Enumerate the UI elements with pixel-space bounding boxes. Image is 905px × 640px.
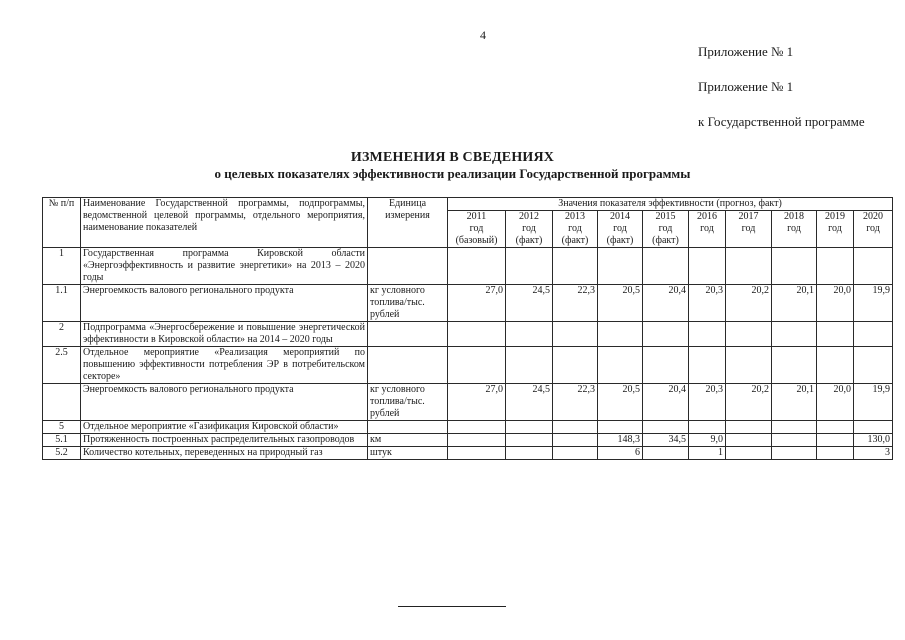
row-value-2015 [643,447,689,460]
row-name: Отдельное мероприятие «Реализация мероприятий по повышению эффективности потребления ЭР в потребительском секторе» [81,347,368,384]
row-value-2017 [726,347,772,384]
row-value-2013: 22,3 [553,384,598,421]
row-value-2016 [689,248,726,285]
table-row [43,248,893,285]
row-value-2012 [506,434,553,447]
header-year-year: 2017 [738,211,759,222]
header-year-2018 [772,211,817,248]
header-year-2016 [689,211,726,248]
row-name: Энергоемкость валового регионального продукта [81,384,368,421]
table-body [43,248,893,460]
row-unit [368,347,448,384]
table-row [43,447,893,460]
row-value-2012 [506,322,553,347]
row-value-2019 [817,322,854,347]
table-row [43,421,893,434]
header-year-year: 2016 [697,211,717,222]
row-value-2011 [448,322,506,347]
row-value-2013 [553,347,598,384]
header-year-year: 2019 [825,211,845,222]
appendix-label: Приложение № 1 [698,44,794,59]
row-value-2020: 19,9 [854,384,893,421]
row-value-2015: 20,4 [643,285,689,322]
header-year-2015 [643,211,689,248]
header-year-label: год [613,223,627,234]
page-number: 4 [480,28,486,42]
row-num: 5.2 [43,447,81,460]
header-year-note: (факт) [652,235,679,246]
row-value-2018 [772,322,817,347]
row-value-2019 [817,347,854,384]
row-value-2016: 20,3 [689,285,726,322]
header-year-note: (факт) [515,235,543,246]
row-value-2014 [598,248,643,285]
row-value-2014: 148,3 [598,434,643,447]
row-value-2017 [726,434,772,447]
row-value-2014 [598,347,643,384]
header-year-label: год [700,223,714,234]
header-year-year: 2020 [863,211,884,222]
row-num [43,384,81,421]
row-name: Энергоемкость валового регионального продукта [81,285,368,322]
row-name: Количество котельных, переведенных на природный газ [81,447,368,460]
header-year-2014 [598,211,643,248]
row-value-2018 [772,248,817,285]
header-year-2011 [448,211,506,248]
header-year-label: год [469,223,484,234]
row-unit [368,421,448,434]
row-value-2019: 20,0 [817,384,854,421]
row-unit: кг условного топлива/тыс. рублей [368,384,448,421]
bottom-divider [398,606,506,607]
header-year-label: год [568,223,582,234]
row-value-2011 [448,248,506,285]
row-unit [368,248,448,285]
header-year-2017 [726,211,772,248]
row-value-2013 [553,322,598,347]
row-unit: штук [368,447,448,460]
row-value-2020: 3 [854,447,893,460]
header-year-year: 2014 [610,211,630,222]
row-unit: кг условного топлива/тыс. рублей [368,285,448,322]
row-value-2016: 1 [689,447,726,460]
row-value-2011 [448,434,506,447]
header-year-label: год [522,223,536,234]
header-year-2020 [854,211,893,248]
row-value-2011: 27,0 [448,384,506,421]
row-value-2012: 24,5 [506,384,553,421]
row-value-2013: 22,3 [553,285,598,322]
row-value-2018 [772,421,817,434]
row-name: Протяженность построенных распределительных газопроводов [81,434,368,447]
row-num: 1.1 [43,285,81,322]
row-value-2017 [726,248,772,285]
row-value-2018 [772,347,817,384]
appendix-label-repeat: Приложение № 1 [698,79,794,94]
row-value-2020 [854,248,893,285]
header-year-year: 2018 [784,211,804,222]
indicators-table [42,197,893,460]
row-value-2013 [553,421,598,434]
row-value-2020 [854,421,893,434]
document-title: ИЗМЕНЕНИЯ В СВЕДЕНИЯХ [350,150,555,165]
header-year-year: 2013 [565,211,585,222]
row-value-2011 [448,347,506,384]
header-year-year: 2015 [655,211,676,222]
row-value-2012 [506,248,553,285]
row-value-2019 [817,434,854,447]
row-value-2020 [854,347,893,384]
row-value-2013 [553,434,598,447]
row-value-2012 [506,421,553,434]
row-value-2019 [817,248,854,285]
header-year-label: год [658,223,673,234]
header-year-2012 [506,211,553,248]
row-value-2017: 20,2 [726,285,772,322]
header-unit: Единица измерения [368,198,448,248]
row-value-2017: 20,2 [726,384,772,421]
header-year-label: год [787,223,801,234]
row-value-2018 [772,434,817,447]
row-value-2014 [598,421,643,434]
row-value-2013 [553,447,598,460]
row-value-2015 [643,322,689,347]
row-num: 5 [43,421,81,434]
row-value-2019: 20,0 [817,285,854,322]
row-name: Государственная программа Кировской области «Энергоэффективность и развитие энергетики» на 2013 – 2020 годы [81,248,368,285]
row-value-2018: 20,1 [772,384,817,421]
header-year-year: 2012 [519,211,539,222]
row-value-2014: 20,5 [598,285,643,322]
header-year-year: 2011 [466,211,487,222]
row-value-2015: 34,5 [643,434,689,447]
row-unit [368,322,448,347]
row-value-2017 [726,447,772,460]
header-year-note: (базовый) [455,235,498,246]
row-value-2013 [553,248,598,285]
row-value-2016 [689,421,726,434]
header-values-group: Значения показателя эффективности (прогноз, факт) [448,198,893,211]
row-value-2016: 9,0 [689,434,726,447]
row-name: Подпрограмма «Энергосбережение и повышение энергетической эффективности в Кировской области» на 2014 – 2020 годы [81,322,368,347]
header-name: Наименование Государственной программы, подпрограммы, ведомственной целевой программы, отдельного мероприятия, наименование показателей [81,198,368,248]
row-value-2020: 130,0 [854,434,893,447]
row-value-2019 [817,447,854,460]
row-num: 2.5 [43,347,81,384]
row-value-2016 [689,347,726,384]
row-num: 2 [43,322,81,347]
header-year-label: год [866,223,880,234]
row-value-2020: 19,9 [854,285,893,322]
row-value-2011: 27,0 [448,285,506,322]
header-year-2013 [553,211,598,248]
header-year-2019 [817,211,854,248]
table-row [43,347,893,384]
row-value-2012 [506,447,553,460]
header-num: № п/п [43,198,81,248]
row-value-2017 [726,322,772,347]
row-value-2011 [448,421,506,434]
row-value-2017 [726,421,772,434]
row-unit: км [368,434,448,447]
document-subtitle: о целевых показателях эффективности реализации Государственной программы [214,166,691,181]
row-value-2012: 24,5 [506,285,553,322]
header-year-note: (факт) [561,235,589,246]
table-row [43,434,893,447]
row-value-2015 [643,347,689,384]
table-row [43,384,893,421]
table-row [43,322,893,347]
row-value-2011 [448,447,506,460]
header-year-note: (факт) [606,235,634,246]
header-year-label: год [741,223,756,234]
row-value-2018 [772,447,817,460]
row-num: 1 [43,248,81,285]
appendix-reference: к Государственной программе [698,114,865,129]
row-value-2019 [817,421,854,434]
header-year-label: год [828,223,842,234]
row-value-2012 [506,347,553,384]
row-value-2020 [854,322,893,347]
table-row [43,285,893,322]
row-value-2016: 20,3 [689,384,726,421]
row-value-2018: 20,1 [772,285,817,322]
row-value-2014 [598,322,643,347]
row-value-2015 [643,421,689,434]
row-num: 5.1 [43,434,81,447]
row-value-2014: 20,5 [598,384,643,421]
row-value-2015 [643,248,689,285]
row-value-2014: 6 [598,447,643,460]
row-name: Отдельное мероприятие «Газификация Кировской области» [81,421,368,434]
row-value-2016 [689,322,726,347]
row-value-2015: 20,4 [643,384,689,421]
